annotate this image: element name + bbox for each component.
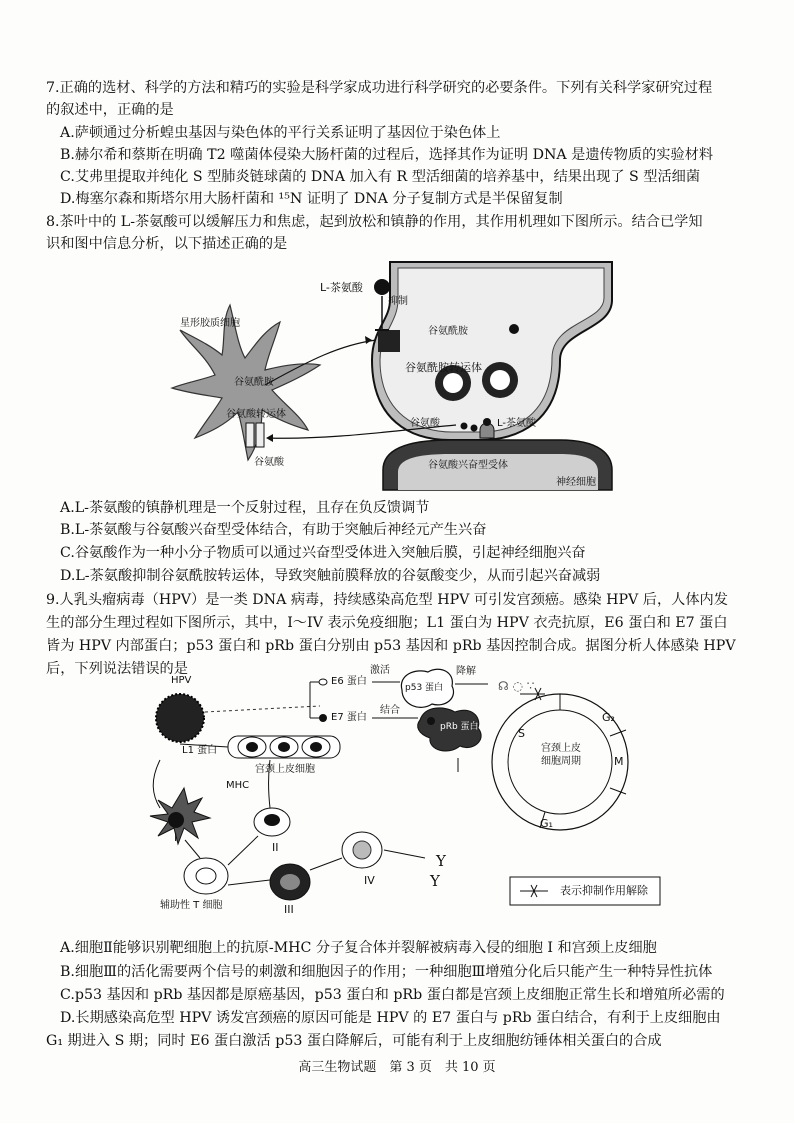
antibody-icon-1: Y <box>436 852 446 870</box>
page-footer: 高三生物试题 第 3 页 共 10 页 <box>298 1060 496 1075</box>
q9-option-d-line2: G₁ 期进入 S 期；同时 E6 蛋白激活 p53 蛋白降解后，可能有利于上皮细胞纺锤体相关蛋白的合成 <box>46 1033 662 1049</box>
label-glutamate-transporter: 谷氨酸转运体 <box>226 409 286 420</box>
arrow-helper-to-iii <box>228 880 270 885</box>
epithelial-nucleus-2 <box>278 742 290 752</box>
label-e6: E6 蛋白 <box>331 676 367 687</box>
label-cell-cycle: 宫颈上皮细胞周期 <box>541 743 581 767</box>
q8-stem-line1: 8.茶叶中的 L-茶氨酸可以缓解压力和焦虑，起到放松和镇静的作用，其作用机理如下图所示。结合已学知 <box>46 214 703 230</box>
label-prb: pRb 蛋白 <box>440 722 479 732</box>
label-phase-m: M <box>614 755 624 768</box>
label-glutamine-pre: 谷氨酰胺 <box>428 326 468 337</box>
label-theanine-top: L-茶氨酸 <box>320 281 363 294</box>
helper-t-nucleus <box>196 868 216 884</box>
q9-stem-line1: 9.人乳头瘤病毒（HPV）是一类 DNA 病毒，持续感染高危型 HPV 可引发宫颈癌。感染 HPV 后，人体内发 <box>46 592 728 608</box>
q9-stem-line2: 生的部分生理过程如下图所示，其中，I～IV 表示免疫细胞；L1 蛋白为 HPV 衣壳抗原，E6 蛋白和 E7 蛋白 <box>46 615 728 631</box>
q8-stem-line2: 识和图中信息分析，以下描述正确的是 <box>46 236 288 252</box>
label-cell-i: I <box>174 831 178 844</box>
label-inhibit: 抑制 <box>388 296 408 307</box>
q8-option-a: A.L-茶氨酸的镇静机理是一个反射过程，且存在负反馈调节 <box>60 500 430 516</box>
label-activate: 激活 <box>370 665 390 676</box>
label-p53: p53 蛋白 <box>405 683 444 693</box>
q7-option-b: B.赫尔希和蔡斯在明确 T2 噬菌体侵染大肠杆菌的过程后，选择其作为证明 DNA 是遗传物质的实验材料 <box>60 147 714 163</box>
label-degrade: 降解 <box>456 666 476 677</box>
epithelial-nucleus-1 <box>246 742 258 752</box>
q9-option-d-line1: D.长期感染高危型 HPV 诱发宫颈癌的原因可能是 HPV 的 E7 蛋白与 pRb 蛋白结合，有利于上皮细胞由 <box>60 1010 721 1026</box>
q9-stem-line4: 后，下列说法错误的是 <box>46 661 188 677</box>
label-glutamine-transporter: 谷氨酰胺转运体 <box>405 361 482 374</box>
label-receptor: 谷氨酸兴奋型受体 <box>428 460 508 471</box>
antibody-icon-2: Y <box>430 872 440 890</box>
epithelial-nucleus-3 <box>310 742 322 752</box>
e7-bound-icon <box>427 717 435 725</box>
q7-stem-line2: 的叙述中，正确的是 <box>46 102 174 118</box>
arrow-iv-to-antibody <box>384 850 425 858</box>
label-cell-ii: II <box>272 841 279 854</box>
label-e7: E7 蛋白 <box>331 712 367 723</box>
label-helper-t: 辅助性 T 细胞 <box>160 900 223 911</box>
arrow-iii-to-iv <box>310 858 342 870</box>
label-l1: L1 蛋白 <box>182 745 218 756</box>
q7-option-c: C.艾弗里提取并纯化 S 型肺炎链球菌的 DNA 加入有 R 型活细菌的培养基中，结果出现了 S 型活细菌 <box>60 169 701 185</box>
q9-stem-line3: 皆为 HPV 内部蛋白；p53 蛋白和 pRb 蛋白分别由 p53 基因和 pRb 基因控制合成。据图分析人体感染 HPV <box>46 638 736 654</box>
label-bind: 结合 <box>380 705 400 716</box>
label-neuron: 神经细胞 <box>556 477 596 488</box>
cell-iv-nucleus <box>353 841 371 859</box>
e7-protein-icon <box>319 714 327 722</box>
label-cell-iv: IV <box>364 874 375 887</box>
q9-option-a: A.细胞Ⅱ能够识别靶细胞上的抗原-MHC 分子复合体并裂解被病毒入侵的细胞 I 和宫颈上皮细胞 <box>60 940 657 956</box>
cell-iii-nucleus <box>280 874 300 890</box>
label-phase-s: S <box>518 727 525 740</box>
q7-option-a: A.萨顿通过分析蝗虫基因与染色体的平行关系证明了基因位于染色体上 <box>60 125 501 141</box>
label-phase-g2: G₂ <box>602 711 615 724</box>
q8-option-d: D.L-茶氨酸抑制谷氨酰胺转运体，导致突触前膜释放的谷氨酸变少，从而引起兴奋减弱 <box>60 568 601 584</box>
q7-stem-line1: 7.正确的选材、科学的方法和精巧的实验是科学家成功进行科学研究的必要条件。下列有关科学家研究过程 <box>46 80 713 96</box>
cell-ii-nucleus <box>264 814 280 826</box>
q8-option-c: C.谷氨酸作为一种小分子物质可以通过兴奋型受体进入突触后膜，引起神经细胞兴奋 <box>60 545 586 561</box>
q9-option-c: C.p53 基因和 pRb 基因都是原癌基因，p53 蛋白和 pRb 蛋白都是宫颈上皮细胞正常生长和增殖所必需的 <box>60 987 725 1003</box>
q9-option-b: B.细胞Ⅲ的活化需要两个信号的刺激和细胞因子的作用；一种细胞Ⅲ增殖分化后只能产生一种特异性抗体 <box>60 964 713 980</box>
label-cell-iii: III <box>284 903 294 916</box>
label-epithelium: 宫颈上皮细胞 <box>255 764 315 775</box>
label-theanine-cleft: L-茶氨酸 <box>497 418 537 429</box>
label-glutamate-cell: 谷氨酸 <box>254 457 284 468</box>
hpv-virus-icon <box>156 694 204 742</box>
cycle-divider-m <box>610 788 626 794</box>
e6-protein-icon <box>319 679 327 685</box>
label-mhc: MHC <box>226 780 250 791</box>
cycle-divider-g2 <box>610 730 626 736</box>
label-phase-g1: G₁ <box>540 817 553 830</box>
hpv-dashed-line <box>205 706 320 712</box>
label-glutamine-cell: 谷氨酰胺 <box>234 377 274 388</box>
degraded-fragments-icon: ☊ ◌ ∵ <box>498 679 535 693</box>
arrow-to-helper <box>185 840 200 858</box>
q7-option-d: D.梅塞尔森和斯塔尔用大肠杆菌和 ¹⁵N 证明了 DNA 分子复制方式是半保留复制 <box>60 191 563 207</box>
label-astrocyte: 星形胶质细胞 <box>180 318 240 329</box>
cell-i-nucleus <box>168 812 184 828</box>
q8-option-b: B.L-茶氨酸与谷氨酸兴奋型受体结合，有助于突触后神经元产生兴奋 <box>60 522 487 538</box>
label-glutamate-cleft: 谷氨酸 <box>410 418 440 429</box>
label-hpv: HPV <box>171 675 192 686</box>
label-legend: 表示抑制作用解除 <box>560 884 648 897</box>
arrow-helper-to-ii <box>228 836 258 865</box>
